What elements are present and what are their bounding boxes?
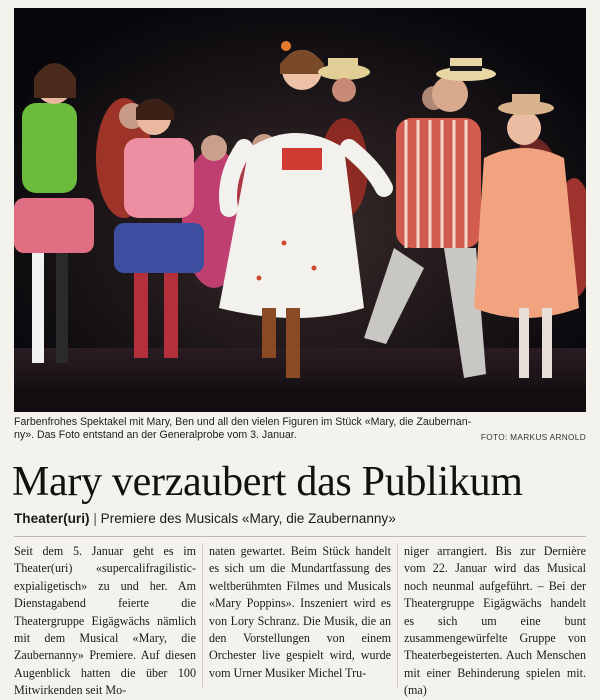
article-column-3 [404,543,586,700]
subline-separator: | [93,511,97,526]
article-paragraph: naten gewartet. Beim Stück handelt es sich um die Mundartfassung des weltberühmten Filmes und Musicals «Mary Poppins». Inszeniert wird es von Lory Schranz. Die Musik, die an den Vorstellungen von einem Orchester live gespielt wird, wurde vom Urner Musiker Michel Tru- [209,544,391,680]
stage-photo-image [14,8,586,412]
article-column-1 [14,543,196,700]
caption-line-2: ny». Das Foto entstand an der Generalprobe vom 3. Januar. [14,429,297,441]
subline-text: Premiere des Musicals «Mary, die Zaubernanny» [100,511,396,526]
stage-photo [14,8,586,412]
article-column-2 [209,543,391,682]
subline-kicker: Theater(uri) [14,511,90,526]
column-divider [202,543,203,689]
article-paragraph: niger arrangiert. Bis zur Dernière vom 22. Januar wird das Musical noch neunmal aufgeführt. – Bei der Theatergruppe Eigägwächs handelt es sich um eine bunt zusammengewürfelte Gruppe von Theaterbegeisterten. Auch Menschen mit einer Behinderung spielen mit. (ma) [404,544,586,698]
headline: Mary verzaubert das Publikum [12,459,523,505]
section-divider [14,536,586,537]
article-body [14,543,586,698]
subline [14,510,594,528]
caption-line-1: Farbenfrohes Spektakel mit Mary, Ben und all den vielen Figuren im Stück «Mary, die Zaubernan- [14,416,472,428]
article-paragraph: Seit dem 5. Januar geht es im Theater(uri) «supercalifragilistic-expialigetisch» zu und her. Am Dienstagabend feierte die Theatergruppe Eigägwächs nämlich mit dem Musical «Mary, die Zaubernanny» Premiere. Auf diesen Augenblick hatten die über 100 Mitwirkenden seit Mo- [14,544,196,698]
photo-credit: FOTO: MARKUS ARNOLD [480,432,586,442]
column-divider [397,543,398,689]
